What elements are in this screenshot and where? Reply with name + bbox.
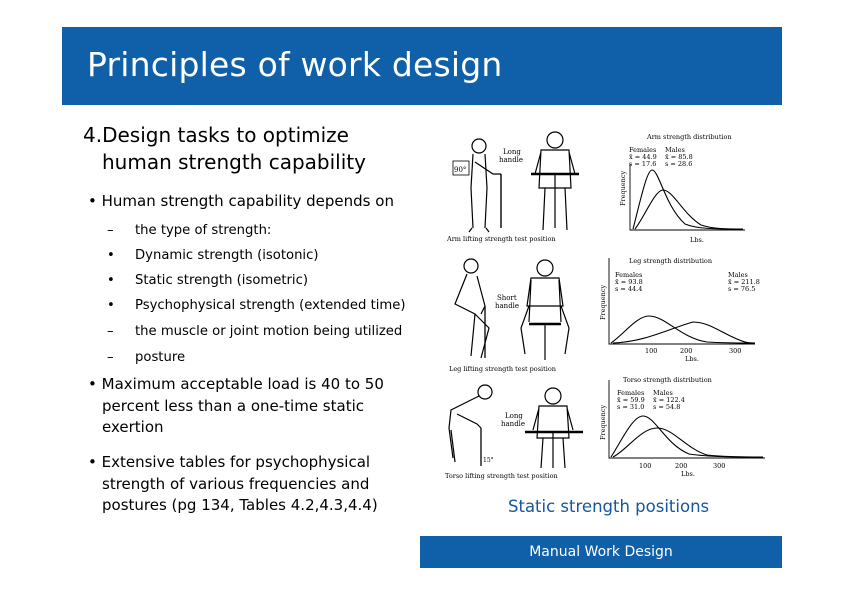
- bullet-text: strength of various frequencies and: [102, 474, 370, 493]
- female-distribution-curve: [611, 316, 753, 343]
- female-distribution-curve: [633, 170, 741, 229]
- bullet-text: Human strength capability depends on: [101, 192, 394, 210]
- strength-test-figure: [445, 128, 775, 480]
- dash-icon: –: [107, 324, 114, 339]
- male-sd: s = 76.5: [728, 285, 756, 293]
- y-axis-label: Frequency: [619, 170, 627, 206]
- female-sd: s = 44.4: [615, 285, 643, 293]
- female-sd: s = 17.6: [629, 160, 657, 168]
- handle-label-line-1: Long: [505, 412, 523, 420]
- sub-item-static: [107, 272, 308, 289]
- figure-caption: Static strength positions: [508, 497, 710, 516]
- bullet-icon: •: [107, 273, 115, 288]
- females-label: Females: [617, 389, 645, 397]
- slide-title: Principles of work design: [87, 45, 503, 84]
- male-distribution-curve: [613, 322, 755, 343]
- male-mean: x̄ = 211.8: [728, 278, 760, 286]
- x-tick-label: 300: [713, 462, 726, 470]
- bullet-icon: •: [88, 192, 97, 210]
- bullet-text: exertion: [102, 418, 164, 436]
- x-tick-label: 100: [645, 347, 658, 355]
- chart-title: Leg strength distribution: [629, 257, 713, 265]
- axis-lines: [630, 164, 745, 230]
- sub-item-type: [107, 222, 271, 239]
- sub-item-text: Dynamic strength (isotonic): [135, 248, 319, 263]
- heading-line-2: human strength capability: [102, 150, 366, 174]
- bullet-text: postures (pg 134, Tables 4.2,4.3,4.4): [102, 496, 378, 514]
- x-axis-label: Lbs.: [681, 470, 695, 478]
- x-tick-label: 300: [729, 347, 742, 355]
- bullet-icon: •: [107, 298, 115, 313]
- dash-icon: –: [107, 350, 114, 365]
- x-tick-label: 200: [680, 347, 693, 355]
- leg-panel: [449, 257, 760, 373]
- females-label: Females: [615, 271, 643, 279]
- female-distribution-curve: [611, 416, 763, 457]
- males-label: Males: [728, 271, 748, 279]
- bullet-max-load: [88, 374, 384, 439]
- handle-label-line-1: Long: [503, 148, 521, 156]
- arm-panel: [446, 132, 745, 244]
- male-sd: s = 54.8: [653, 403, 681, 411]
- section-heading: [83, 122, 366, 176]
- sub-item-dynamic: [107, 247, 319, 264]
- x-axis-label: Lbs.: [690, 236, 704, 244]
- heading-line-1: 4.Design tasks to optimize: [83, 123, 349, 147]
- male-sd: s = 28.6: [665, 160, 693, 168]
- chart-title: Arm strength distribution: [647, 133, 732, 141]
- sub-item-muscle: [107, 323, 402, 340]
- bullet-icon: •: [88, 453, 97, 471]
- bullet-text: percent less than a one-time static: [102, 396, 364, 415]
- handle-label-line-1: Short: [497, 294, 517, 302]
- side-figure-icon: [449, 385, 492, 462]
- male-distribution-curve: [613, 428, 763, 457]
- handle-label-line-2: handle: [495, 302, 520, 310]
- test-position-label: Leg lifting strength test position: [449, 365, 556, 373]
- bullet-icon: •: [88, 375, 97, 393]
- bullet-tables: [88, 452, 378, 517]
- test-position-label: Arm lifting strength test position: [447, 235, 556, 243]
- x-axis-label: Lbs.: [685, 355, 699, 363]
- sub-item-text: Static strength (isometric): [135, 273, 308, 288]
- female-sd: s = 31.0: [617, 403, 645, 411]
- angle-label: 90°: [454, 166, 467, 174]
- female-mean: x̄ = 44.9: [629, 153, 657, 161]
- sub-item-text: Psychophysical strength (extended time): [135, 298, 406, 313]
- sub-item-text: the type of strength:: [135, 223, 272, 238]
- torso-panel: [445, 376, 765, 480]
- male-distribution-curve: [635, 190, 743, 229]
- y-axis-label: Frequency: [599, 404, 607, 440]
- footer-label: Manual Work Design: [529, 544, 673, 560]
- females-label: Females: [629, 146, 657, 154]
- female-mean: x̄ = 93.8: [615, 278, 643, 286]
- male-mean: x̄ = 85.8: [665, 153, 693, 161]
- males-label: Males: [653, 389, 673, 397]
- chart-title: Torso strength distribution: [623, 376, 712, 384]
- bullet-strength-depends: [88, 191, 394, 213]
- side-figure-icon: [455, 259, 489, 358]
- title-banner: [62, 27, 782, 105]
- bullet-icon: •: [107, 248, 115, 263]
- male-mean: x̄ = 122.4: [653, 396, 685, 404]
- handle-label-line-2: handle: [501, 420, 526, 428]
- sub-item-text: posture: [135, 350, 186, 365]
- handle-label-line-2: handle: [499, 156, 524, 164]
- test-position-label: Torso lifting strength test position: [445, 472, 558, 480]
- dash-icon: –: [107, 223, 114, 238]
- males-label: Males: [665, 146, 685, 154]
- footer-banner: [420, 536, 782, 568]
- bullet-text: Extensive tables for psychophysical: [101, 453, 371, 471]
- sub-item-text: the muscle or joint motion being utilized: [135, 324, 403, 339]
- x-tick-label: 200: [675, 462, 688, 470]
- sub-item-posture: [107, 349, 185, 366]
- y-axis-label: Frequency: [599, 284, 607, 320]
- angle-label: 15°: [483, 457, 494, 464]
- bullet-text: Maximum acceptable load is 40 to 50: [101, 375, 384, 393]
- female-mean: x̄ = 59.9: [617, 396, 645, 404]
- side-figure-icon: [469, 139, 501, 232]
- x-tick-label: 100: [639, 462, 652, 470]
- sub-item-psychophysical: [107, 297, 406, 314]
